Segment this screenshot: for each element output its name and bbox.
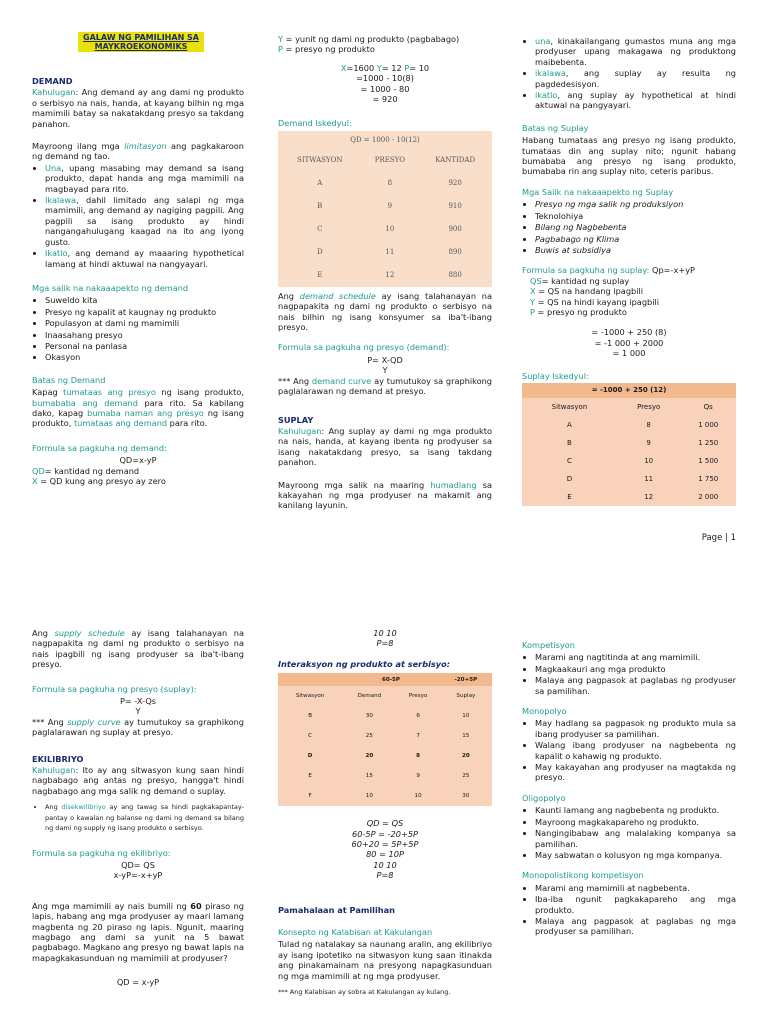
supply-schedule-table	[522, 383, 736, 506]
supply-factors-title: Mga Salik na nakaaapekto ng Suplay	[522, 186, 674, 197]
market-type-title: Kompetisyon	[522, 640, 575, 650]
list-item: • Ikalawa, dahil limitado ang salapi ng mga mamimili, ang demand ay nagiging pagpili. Ang pagpili sa isang produkto ay hindi nangangahulugang kaagad na ito ang iyong gusto.	[45, 195, 244, 247]
market-type-list	[522, 718, 736, 782]
demand-definition: Kahulugan: Ang demand ay ang dami ng produkto o serbisyo na nais, handa, at kayang bilhin ng mga mamimili batay sa nakatakdang presyo sa takdang panahon.	[32, 87, 244, 129]
p-definition: P = presyo ng produkto	[278, 44, 375, 55]
list-item: • Ikatlo, ang demand ay maaaring hypothetical lamang at hindi aktuwal na nangyayari.	[45, 248, 244, 269]
law-of-supply-text: Habang tumataas ang presyo ng isang produkto, tumataas din ang suplay nito; ngunit habang bumababa ang presyo ng isang produkto, bumababa rin ang suplay nito, ceteris paribus.	[522, 135, 736, 177]
list-item: • Presyo ng mga salik ng produksiyon	[535, 199, 736, 209]
supply-definition: Kahulugan: Ang suplay ay dami ng mga produkto na nais, handa, at kayang ibenta ng prodyuser sa isang nakatakdang presyo, sa isang takdang panahon.	[278, 425, 492, 468]
demand-schedule-title: Demand Iskedyul:	[278, 118, 352, 129]
demand-formula-title: Formula sa pagkuha ng demand:	[32, 442, 167, 453]
table-row: 60-5P -20+5P	[278, 673, 492, 686]
page2-column-2	[278, 512, 492, 1024]
supply-schedule-description: Ang supply schedule ay isang talahanayan na nagpapakita ng dami ng produkto o serbisyo na nais ipagbili ng isang prodyuser sa iba't-ibang presyo.	[32, 628, 244, 670]
supply-price-formula-title: Formula sa pagkuha ng presyo (suplay):	[32, 683, 197, 694]
equilibrium-formula: x-yP=-x+yP	[113, 870, 163, 881]
x-supply-definition: X = QS na handang ipagbili	[530, 286, 644, 297]
solve-line: QD = QS	[366, 818, 404, 829]
qs-definition: QS= kantidad ng suplay	[530, 275, 630, 286]
table-row: D 11 890	[316, 248, 462, 257]
page1-column-3	[522, 0, 736, 512]
concept-title: Konsepto ng Kalabisan at Kakulangan	[278, 927, 433, 938]
table-row: C 10 900	[317, 225, 462, 234]
price-formula-denominator: Y	[382, 365, 388, 376]
list-item: • Una, upang masabing may demand sa isang produkto, dapat handa ang mga mamimili na magbayad para rito.	[45, 163, 244, 194]
table-row: E 12 2 000	[567, 492, 719, 501]
list-item: • Kaunti lamang ang nagbebenta ng produkto.	[535, 805, 736, 815]
page1-column-1	[32, 0, 244, 512]
concept-note: *** Ang Kalabisan ay sobra at Kakulangan ay kulang.	[278, 988, 451, 997]
calc-line: = -1000 + 250 (8)	[591, 327, 667, 338]
market-heading: Pamahalaan at Pamilihan	[278, 904, 395, 915]
definition-label: Kahulugan	[32, 87, 76, 98]
price-formula: P= X-QD	[367, 354, 403, 365]
list-item: • Marami ang mamimili at nagbebenta.	[535, 883, 736, 893]
table-row: SITWASYON PRESYO KANTIDAD	[297, 156, 476, 165]
schedule-formula: = -1000 + 250 (12)	[522, 383, 736, 398]
table-row: D 11 1 750	[566, 474, 719, 483]
solve-line: 80 = 10P	[366, 849, 404, 860]
list-item: • Populasyon at dami ng mamimili	[45, 318, 244, 328]
list-item: • Presyo ng kapalit at kaugnay ng produkto	[45, 307, 244, 317]
schedule-formula: QD = 1000 - 10(12)	[350, 135, 420, 144]
supply-price-formula: P= -X-Qs	[119, 696, 157, 707]
supply-schedule-title: Suplay Iskedyul:	[522, 370, 589, 381]
list-item: • Teknolohiya	[535, 211, 736, 221]
y-definition: Y = yunit ng dami ng produkto (pagbabago)	[278, 34, 460, 44]
supply-price-formula-denominator: Y	[135, 706, 141, 717]
supply-limit-list	[522, 36, 736, 111]
table-row: Sitwasyon Demand Presyo Suplay	[295, 693, 476, 700]
disequilibrium-list	[32, 802, 244, 833]
list-item: • Iba-iba ngunit pagkakapareho ang mga produkto.	[535, 894, 736, 915]
supply-heading: SUPLAY	[278, 414, 314, 425]
solve-line: P=8	[376, 870, 394, 881]
list-item: • Inaasahang presyo	[45, 330, 244, 340]
table-row: B 9 1 250	[567, 438, 719, 447]
solve-line: 10 10	[373, 859, 397, 870]
interaction-table	[278, 673, 492, 806]
table-row: Sitwasyon Presyo Qs	[551, 402, 713, 411]
list-item: • Suweldo kita	[45, 295, 244, 305]
demand-factors-title: Mga salik na nakaaapekto ng demand	[32, 282, 189, 293]
table-row: F 10 10 30	[308, 793, 470, 800]
table-row: C 10 1 500	[567, 456, 719, 465]
p-supply-definition: P = presyo ng produkto	[530, 306, 627, 317]
equilibrium-definition: Kahulugan: Ito ay ang sitwasyon kung saan hindi nagbabago ang antas ng presyo, hangga't hindi nagbabago ang mga salik ng demand o suplay.	[32, 765, 244, 796]
market-type-title: Monopolyo	[522, 706, 567, 717]
list-item: • Walang ibang prodyuser na nagbebenta ng kapalit o kahawig ng produkto.	[535, 740, 736, 761]
fraction-line: 10 10	[373, 628, 397, 638]
market-type-list	[522, 652, 736, 696]
interaction-table-title: Interaksyon ng produkto at serbisyo:	[278, 658, 450, 669]
list-item: • Malaya ang pagpasok at paglabas ng mga prodyuser sa pamilihan.	[535, 916, 736, 937]
equilibrium-formula: QD= QS	[121, 859, 155, 870]
list-item: • Bilang ng Nagbebenta	[535, 222, 736, 232]
table-row: A 8 920	[317, 179, 462, 188]
table-row: B 30 6 10	[308, 713, 470, 720]
demand-heading: DEMAND	[32, 76, 73, 86]
list-item: • Buwis at subsidiya	[535, 245, 736, 255]
page-number: Page | 1	[701, 533, 736, 543]
law-of-demand-text: Kapag tumataas ang presyo ng isang produkto, bumababa ang demand para rito. Sa kabilang dako, kapag bumaba naman ang presyo ng isang produkto, tumataas ang demand para rito.	[32, 387, 244, 429]
demand-schedule-table	[278, 131, 492, 287]
demand-schedule-description: Ang demand schedule ay isang talahanayan na nagpapakita ng dami ng produkto o serbisyo na nais bilhin ng isang konsyumer sa iba't-ibang presyo.	[278, 290, 492, 333]
table-row: E 12 880	[317, 271, 462, 280]
page2-column-1	[32, 512, 244, 1024]
page-2	[0, 512, 768, 1024]
price-formula-title: Formula sa pagkuha ng presyo (demand):	[278, 342, 450, 353]
demand-curve-note: *** Ang demand curve ay tumutukoy sa graphikong paglalarawan ng demand at presyo.	[278, 375, 492, 397]
list-item: • Marami ang nagtitinda at ang mamimili.	[535, 652, 736, 662]
list-item: • May hadlang sa pagpasok ng produkto mula sa ibang prodyuser sa pamilihan.	[535, 718, 736, 739]
list-item: • Nangingibabaw ang malalaking kompanya sa pamilihan.	[535, 828, 736, 849]
demand-formula: QD=x-yP	[119, 455, 157, 466]
list-item: • May sabwatan o kolusyon ng mga kompanya.	[535, 850, 736, 860]
fraction-result: P=8	[376, 638, 394, 649]
page2-column-3	[522, 512, 736, 1024]
list-item: • Mayroong magkakapareho ng produkto.	[535, 817, 736, 827]
solve-line: 60+20 = 5P+5P	[351, 839, 419, 850]
calc-values: X=1600 Y= 12 P= 10	[340, 62, 430, 73]
list-item: • Ang disekwilibriyo ay ang tawag sa hindi pagkakapantay-pantay o kawalan ng balanse ng dami ng demand sa bilang ng dami ng supply ng isang produkto o serbisyo.	[45, 802, 244, 833]
table-row: C 25 7 15	[308, 733, 470, 740]
equilibrium-problem: Ang mga mamimili ay nais bumili ng 60 piraso ng lapis, habang ang mga prodyuser ay maari lamang magbenta ng 20 piraso ng lapis. Ngunit, maaring magbago ang dami sa yunit na 5 bawat pagbabago. Magkano ang presyo ng bawat lapis na mapagkakasunduan ng mamimili at prodyuser?	[32, 900, 244, 963]
market-type-title: Oligopolyo	[522, 792, 566, 803]
x-definition: X = QD kung ang presyo ay zero	[32, 476, 166, 486]
list-item: • Malaya ang pagpasok at paglabas ng prodyuser sa pamilihan.	[535, 675, 736, 696]
supply-curve-note: *** Ang supply curve ay tumutukoy sa graphikong paglalarawan ng suplay at presyo.	[32, 716, 244, 738]
supply-formula-line: Formula sa pagkuha ng suplay: Qp=-x+yP	[522, 265, 695, 276]
table-row	[278, 131, 492, 149]
table-row	[522, 383, 736, 398]
list-item: • Pagbabago ng Klima	[535, 234, 736, 244]
y-supply-definition: Y = QS na hindi kayang ipagbili	[530, 296, 660, 307]
market-type-title: Monopolistikong kompetisyon	[522, 870, 644, 881]
list-item: • Okasyon	[45, 352, 244, 362]
law-of-demand-title: Batas ng Demand	[32, 374, 106, 385]
supply-motive: Mayroong mga salik na maaring humadlang sa kakayahan ng mga prodyuser na makamit ang kanilang layunin.	[278, 479, 493, 511]
market-type-list	[522, 883, 736, 937]
list-item: • una, kinakailangang gumastos muna ang mga prodyuser upang makagawa ng produktong maibebenta.	[535, 36, 736, 67]
calc-line: = 1 000	[612, 348, 646, 359]
list-item: • Personal na panlasa	[45, 341, 244, 351]
list-item: • Magkaakauri ang mga produkto	[535, 664, 736, 674]
table-row: D 20 8 20	[307, 753, 470, 760]
calc-line: =1000 - 10(8)	[356, 73, 414, 84]
calc-line: = 1000 - 80	[360, 83, 410, 94]
table-row: B 9 910	[317, 202, 462, 211]
table-row: E 15 9 25	[308, 773, 470, 780]
list-item: • ikalawa, ang suplay ay resulta ng pagdedesisyon.	[535, 68, 736, 89]
calc-line: = 920	[372, 94, 398, 105]
calc-line: = -1 000 + 2000	[594, 337, 664, 348]
equilibrium-heading: EKILIBRIYO	[32, 753, 84, 764]
list-item: • ikatlo, ang suplay ay hypothetical at hindi aktuwal na pangyayari.	[535, 90, 736, 111]
limitation-list	[32, 163, 244, 269]
concept-text: Tulad ng natalakay sa naunang aralin, ang ekilibriyo ay isang ipotetiko na sitwasyon kung saan itinakda ang pinakamainam na presyong napagkasunduan ng mga mamimili at ng mga prodyuser.	[278, 939, 492, 981]
market-type-list	[522, 805, 736, 860]
limitation-intro: Mayroong ilang mga limitasyon ang pagkakaroon ng demand ng tao.	[32, 141, 244, 162]
supply-factors-list	[522, 199, 736, 255]
law-of-supply-title: Batas ng Suplay	[522, 122, 589, 133]
table-row: A 8 1 000	[567, 420, 719, 429]
document-title: GALAW NG PAMILIHAN SA MAYKROEKONOMIKS	[78, 32, 204, 52]
solve-line: 60-5P = -20+5P	[352, 828, 418, 839]
page1-column-2	[278, 0, 492, 512]
partial-formula: QD = x-yP	[116, 977, 160, 988]
equilibrium-formula-title: Formula sa pagkuha ng ekilibriyo:	[32, 847, 171, 858]
demand-factors-list	[32, 295, 244, 362]
list-item: • May kakayahan ang prodyuser na magtakda ng presyo.	[535, 762, 736, 783]
qd-definition: QD= kantidad ng demand	[32, 465, 140, 476]
